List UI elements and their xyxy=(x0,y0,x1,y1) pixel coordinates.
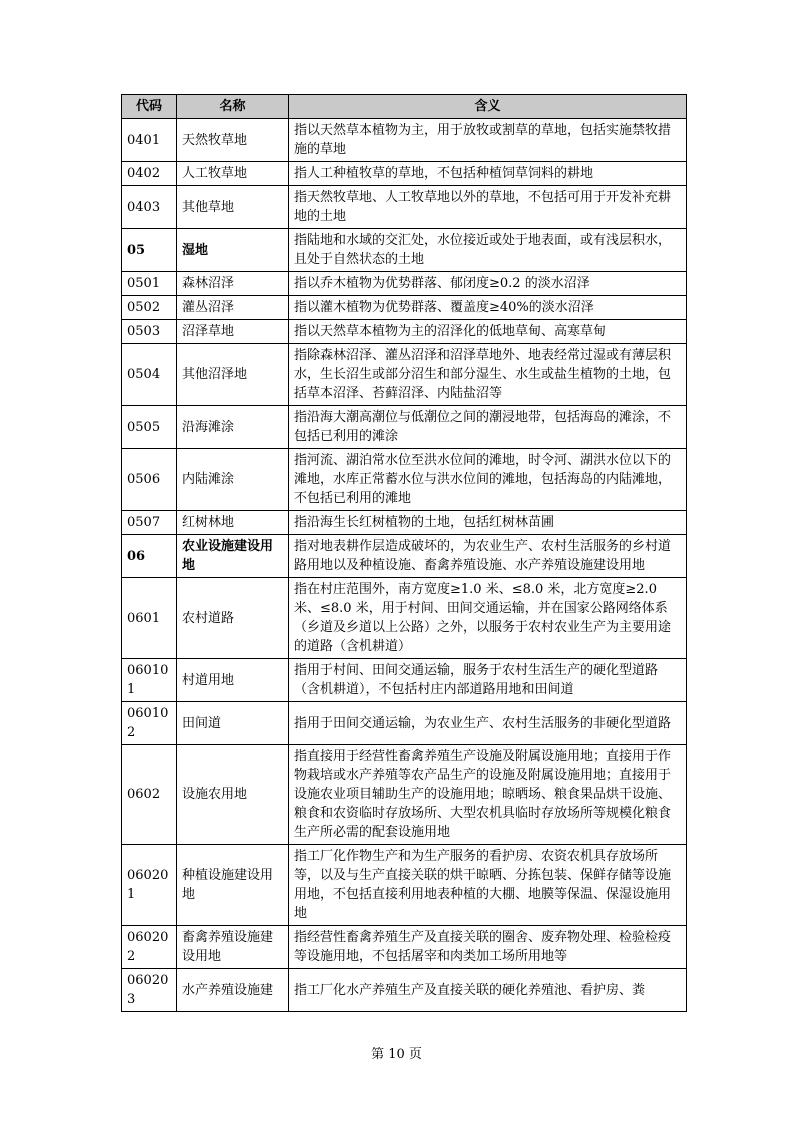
land-classification-table xyxy=(121,94,687,1012)
meaning-cell: 指直接用于经营性畜禽养殖生产设施及附属设施用地；直接用于作物栽培或水产养殖等农产品生产的设施及附属设施用地；直接用于设施农业项目辅助生产的设施用地；晾晒场、粮食果品烘干设施、粮食和农资临时存放场所、大型农机具临时存放场所等规模化粮食生产所必需的配套设施用地 xyxy=(289,745,687,845)
header-meaning: 含义 xyxy=(289,95,687,119)
meaning-cell: 指沿海大潮高潮位与低潮位之间的潮浸地带，包括海岛的滩涂，不包括已利用的滩涂 xyxy=(289,406,687,449)
code-cell: 0501 xyxy=(122,272,177,296)
meaning-cell: 指以乔木植物为优势群落、郁闭度≥0.2 的淡水沼泽 xyxy=(289,272,687,296)
name-cell: 水产养殖设施建 xyxy=(177,969,289,1012)
name-cell: 畜禽养殖设施建设用地 xyxy=(177,926,289,969)
name-cell: 设施农用地 xyxy=(177,745,289,845)
code-cell: 0601 xyxy=(122,578,177,659)
name-cell: 村道用地 xyxy=(177,659,289,702)
meaning-cell: 指用于田间交通运输，为农业生产、农村生活服务的非硬化型道路 xyxy=(289,702,687,745)
code-cell: 060102 xyxy=(122,702,177,745)
name-cell: 农业设施建设用地 xyxy=(177,535,289,578)
name-cell: 其他沼泽地 xyxy=(177,344,289,406)
meaning-cell: 指以天然草本植物为主的沼泽化的低地草甸、高寒草甸 xyxy=(289,320,687,344)
meaning-cell: 指以灌木植物为优势群落、覆盖度≥40%的淡水沼泽 xyxy=(289,296,687,320)
header-code: 代码 xyxy=(122,95,177,119)
code-cell: 0507 xyxy=(122,511,177,535)
name-cell: 灌丛沼泽 xyxy=(177,296,289,320)
table-row xyxy=(122,845,687,926)
name-cell: 湿地 xyxy=(177,229,289,272)
code-cell: 0403 xyxy=(122,186,177,229)
code-cell: 060101 xyxy=(122,659,177,702)
meaning-cell: 指工厂化作物生产和为生产服务的看护房、农资农机具存放场所等，以及与生产直接关联的烘干晾晒、分拣包装、保鲜存储等设施用地，不包括直接利用地表种植的大棚、地膜等保温、保湿设施用地 xyxy=(289,845,687,926)
meaning-cell: 指陆地和水域的交汇处，水位接近或处于地表面，或有浅层积水，且处于自然状态的土地 xyxy=(289,229,687,272)
name-cell: 内陆滩涂 xyxy=(177,449,289,511)
name-cell: 其他草地 xyxy=(177,186,289,229)
meaning-cell: 指在村庄范围外，南方宽度≥1.0 米、≤8.0 米，北方宽度≥2.0 米、≤8.0 米，用于村间、田间交通运输，并在国家公路网络体系（乡道及乡道以上公路）之外，以服务于农村农业生产为主要用途的道路（含机耕道） xyxy=(289,578,687,659)
page-number: 第 10 页 xyxy=(371,1047,422,1062)
table-row xyxy=(122,296,687,320)
table-row xyxy=(122,119,687,162)
name-cell: 农村道路 xyxy=(177,578,289,659)
meaning-cell: 指以天然草本植物为主，用于放牧或割草的草地，包括实施禁牧措施的草地 xyxy=(289,119,687,162)
code-cell: 060202 xyxy=(122,926,177,969)
code-cell: 0402 xyxy=(122,162,177,186)
table-row xyxy=(122,162,687,186)
meaning-cell: 指天然牧草地、人工牧草地以外的草地，不包括可用于开发补充耕地的土地 xyxy=(289,186,687,229)
code-cell: 0506 xyxy=(122,449,177,511)
meaning-cell: 指工厂化水产养殖生产及直接关联的硬化养殖池、看护房、粪 xyxy=(289,969,687,1012)
table-row xyxy=(122,186,687,229)
meaning-cell: 指对地表耕作层造成破坏的，为农业生产、农村生活服务的乡村道路用地以及种植设施、畜禽养殖设施、水产养殖设施建设用地 xyxy=(289,535,687,578)
table-row xyxy=(122,344,687,406)
table-row xyxy=(122,406,687,449)
table-row xyxy=(122,659,687,702)
name-cell: 种植设施建设用地 xyxy=(177,845,289,926)
meaning-cell: 指沿海生长红树植物的土地，包括红树林苗圃 xyxy=(289,511,687,535)
meaning-cell: 指河流、湖泊常水位至洪水位间的滩地，时令河、湖洪水位以下的滩地，水库正常蓄水位与洪水位间的滩地，包括海岛的内陆滩地，不包括已利用的滩地 xyxy=(289,449,687,511)
code-cell: 0503 xyxy=(122,320,177,344)
table-body xyxy=(122,119,687,1012)
header-name: 名称 xyxy=(177,95,289,119)
code-cell: 05 xyxy=(122,229,177,272)
meaning-cell: 指经营性畜禽养殖生产及直接关联的圈舍、废弃物处理、检验检疫等设施用地，不包括屠宰和肉类加工场所用地等 xyxy=(289,926,687,969)
code-cell: 0505 xyxy=(122,406,177,449)
table-row xyxy=(122,926,687,969)
table-header-row xyxy=(122,95,687,119)
code-cell: 060203 xyxy=(122,969,177,1012)
table-row xyxy=(122,578,687,659)
name-cell: 沿海滩涂 xyxy=(177,406,289,449)
code-cell: 0401 xyxy=(122,119,177,162)
code-cell: 0602 xyxy=(122,745,177,845)
meaning-cell: 指除森林沼泽、灌丛沼泽和沼泽草地外、地表经常过湿或有薄层积水，生长沼生或部分沼生和部分湿生、水生或盐生植物的土地，包括草本沼泽、苔藓沼泽、内陆盐沼等 xyxy=(289,344,687,406)
name-cell: 森林沼泽 xyxy=(177,272,289,296)
name-cell: 沼泽草地 xyxy=(177,320,289,344)
table-row xyxy=(122,229,687,272)
name-cell: 人工牧草地 xyxy=(177,162,289,186)
meaning-cell: 指用于村间、田间交通运输，服务于农村生活生产的硬化型道路（含机耕道），不包括村庄内部道路用地和田间道 xyxy=(289,659,687,702)
table-row xyxy=(122,969,687,1012)
table-row xyxy=(122,702,687,745)
name-cell: 红树林地 xyxy=(177,511,289,535)
table-row xyxy=(122,320,687,344)
table-row xyxy=(122,745,687,845)
code-cell: 060201 xyxy=(122,845,177,926)
table-row xyxy=(122,535,687,578)
name-cell: 天然牧草地 xyxy=(177,119,289,162)
code-cell: 06 xyxy=(122,535,177,578)
code-cell: 0504 xyxy=(122,344,177,406)
meaning-cell: 指人工种植牧草的草地，不包括种植饲草饲料的耕地 xyxy=(289,162,687,186)
table-row xyxy=(122,449,687,511)
table-row xyxy=(122,511,687,535)
code-cell: 0502 xyxy=(122,296,177,320)
table-row xyxy=(122,272,687,296)
name-cell: 田间道 xyxy=(177,702,289,745)
